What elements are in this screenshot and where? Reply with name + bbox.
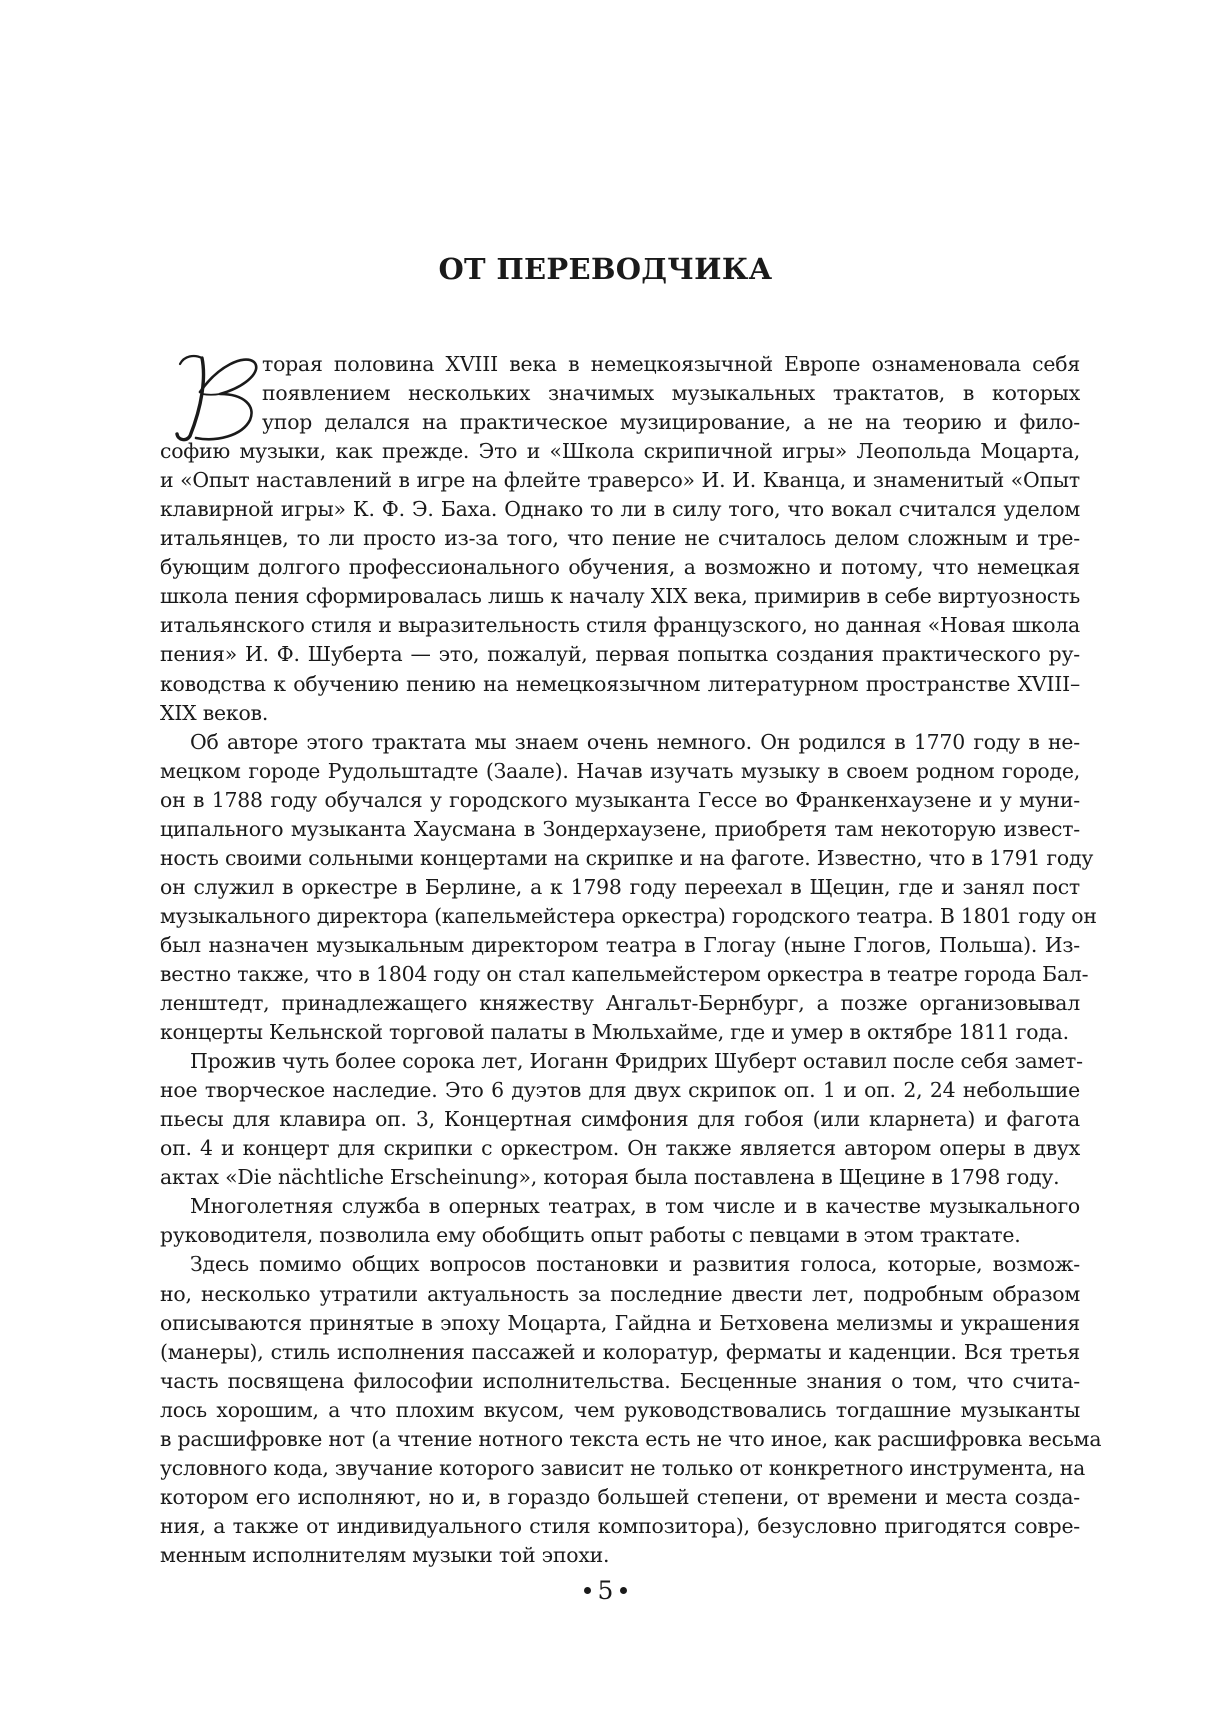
text-line: лось хорошим, а что плохим вкусом, чем руководствовались тогдашние музыканты	[160, 1397, 1080, 1422]
bullet-right-icon	[620, 1587, 627, 1594]
text-line: он служил в оркестре в Берлине, а к 1798 году переехал в Щецин, где и занял пост	[160, 874, 1080, 899]
text-line: клавирной игры» К. Ф. Э. Баха. Однако то ли в силу того, что вокал считался уделом	[160, 497, 1080, 522]
text-line: и «Опыт наставлений в игре на флейте траверсо» И. И. Кванца, и знаменитый «Опыт	[160, 468, 1080, 493]
text-line: XIX веков.	[160, 700, 269, 725]
text-line: софию музыки, как прежде. Это и «Школа скрипичной игры» Леопольда Моцарта,	[160, 439, 1080, 464]
text-line: ния, а также от индивидуального стиля композитора), безусловно пригодятся совре-	[160, 1513, 1080, 1538]
text-line: итальянского стиля и выразительность стиля французского, но данная «Новая школа	[160, 613, 1080, 638]
text-line: мецком городе Рудольштадте (Заале). Начав изучать музыку в своем родном городе,	[160, 758, 1080, 783]
text-line: менным исполнителям музыки той эпохи.	[160, 1542, 610, 1567]
text-line: часть посвящена философии исполнительства. Бесценные знания о том, что счита-	[160, 1368, 1080, 1393]
text-line: упор делался на практическое музицирование, а не на теорию и фило-	[262, 410, 1080, 435]
text-line: актах «Die nächtliche Erscheinung», которая была поставлена в Щецине в 1798 году.	[160, 1165, 1060, 1190]
text-line: (манеры), стиль исполнения пассажей и колоратур, ферматы и каденции. Вся третья	[160, 1339, 1080, 1364]
text-line: концерты Кельнской торговой палаты в Мюльхайме, где и умер в октябре 1811 года.	[160, 1020, 1069, 1045]
text-line: ность своими сольными концертами на скрипке и на фаготе. Известно, что в 1791 году	[160, 845, 1094, 870]
text-line: котором его исполняют, но и, в гораздо большей степени, от времени и места созда-	[160, 1484, 1080, 1509]
text-line: появлением нескольких значимых музыкальных трактатов, в которых	[262, 381, 1080, 406]
text-line: ное творческое наследие. Это 6 дуэтов для двух скрипок оп. 1 и оп. 2, 24 небольшие	[160, 1078, 1080, 1103]
text-line: Об авторе этого трактата мы знаем очень немного. Он родился в 1770 году в не-	[190, 729, 1080, 754]
page-title: ОТ ПЕРЕВОДЧИКА	[438, 252, 773, 286]
text-line: Прожив чуть более сорока лет, Иоганн Фридрих Шуберт оставил после себя замет-	[190, 1049, 1083, 1074]
page-number	[0, 1576, 1211, 1605]
text-line: вестно также, что в 1804 году он стал капельмейстером оркестра в театре города Бал-	[160, 961, 1089, 986]
text-line: школа пения сформировалась лишь к началу XIX века, примирив в себе виртуозность	[160, 584, 1080, 609]
text-line: оп. 4 и концерт для скрипки с оркестром. Он также является автором оперы в двух	[160, 1136, 1080, 1161]
text-line: ципального музыканта Хаусмана в Зондерхаузене, приобретя там некоторую извест-	[160, 816, 1080, 841]
text-line: в расшифровке нот (а чтение нотного текста есть не что иное, как расшифровка весьма	[160, 1426, 1102, 1451]
text-line: условного кода, звучание которого зависит не только от конкретного инструмента, на	[160, 1455, 1086, 1480]
text-line: он в 1788 году обучался у городского музыканта Гессе во Франкенхаузене и у муни-	[160, 787, 1080, 812]
text-line: описываются принятые в эпоху Моцарта, Гайдна и Бетховена мелизмы и украшения	[160, 1310, 1080, 1335]
text-line: итальянцев, то ли просто из-за того, что пение не считалось делом сложным и тре-	[160, 526, 1080, 551]
text-line: но, несколько утратили актуальность за последние двести лет, подробным образом	[160, 1281, 1080, 1306]
text-line: Многолетняя служба в оперных театрах, в том числе и в качестве музыкального	[190, 1194, 1080, 1219]
text-line: был назначен музыкальным директором театра в Глогау (ныне Глогов, Польша). Из-	[160, 932, 1080, 957]
text-line: бующим долгого профессионального обучения, а возможно и потому, что немецкая	[160, 555, 1080, 580]
text-line: пьесы для клавира оп. 3, Концертная симфония для гобоя (или кларнета) и фагота	[160, 1107, 1080, 1132]
text-line: ководства к обучению пению на немецкоязычном литературном пространстве XVIII–	[160, 671, 1080, 696]
body-text	[160, 350, 1102, 1570]
text-line: пения» И. Ф. Шуберта — это, пожалуй, первая попытка создания практического ру-	[160, 642, 1080, 667]
text-line: руководителя, позволила ему обобщить опыт работы с певцами в этом трактате.	[160, 1223, 1021, 1248]
text-line: торая половина XVIII века в немецкоязычной Европе ознаменовала себя	[262, 352, 1080, 376]
page-number-value: 5	[597, 1576, 614, 1605]
bullet-left-icon	[584, 1587, 591, 1594]
text-line: ленштедт, принадлежащего княжеству Ангальт-Бернбург, а позже организовывал	[160, 991, 1080, 1016]
text-line: музыкального директора (капельмейстера оркестра) городского театра. В 1801 году он	[160, 903, 1097, 928]
text-line: Здесь помимо общих вопросов постановки и развития голоса, которые, возмож-	[190, 1252, 1080, 1277]
